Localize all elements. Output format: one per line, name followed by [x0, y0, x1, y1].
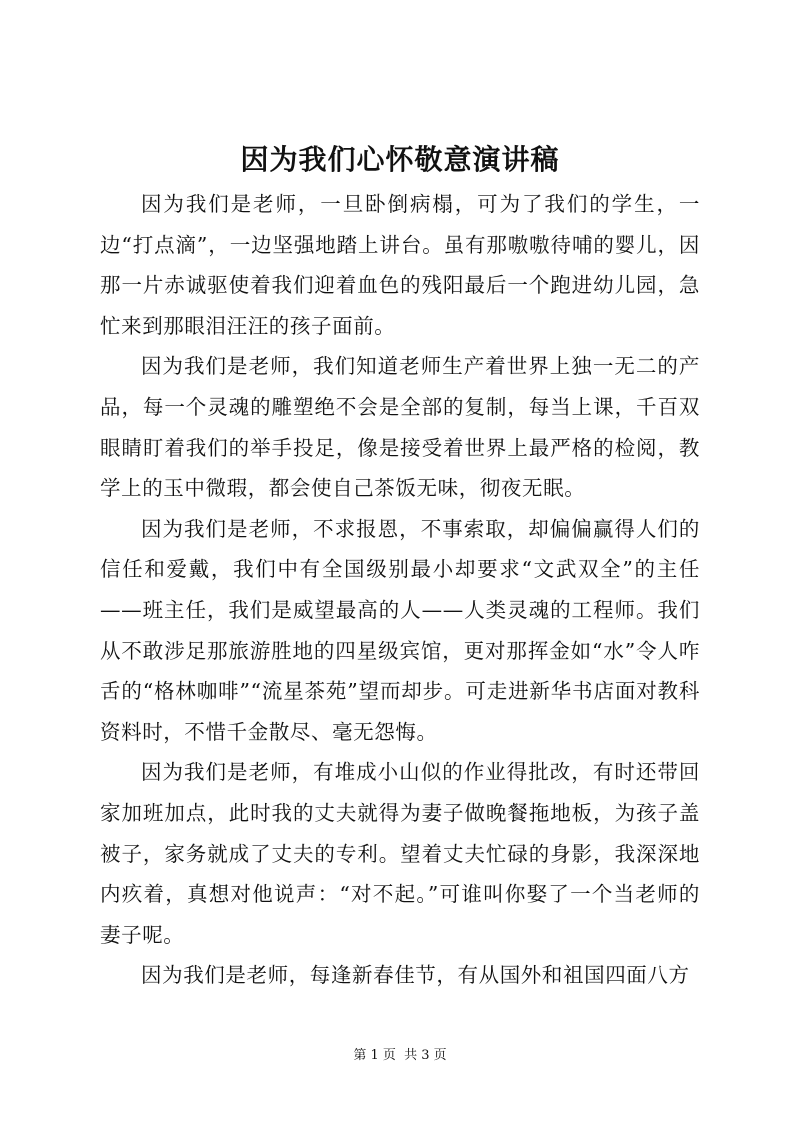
paragraph-2: 因为我们是老师，我们知道老师生产着世界上独一无二的产品，每一个灵魂的雕塑绝不会是全部的复制，每当上课，千百双眼睛盯着我们的举手投足，像是接受着世界上最严格的检阅，教学上的玉中微瑕，都会使自己茶饭无味，彻夜无眠。 [100, 354, 700, 501]
paragraph-3: 因为我们是老师，不求报恩，不事索取，却偏偏赢得人们的信任和爱戴，我们中有全国级别最小却要求“文武双全”的主任——班主任，我们是威望最高的人——人类灵魂的工程师。我们从不敢涉足那旅游胜地的四星级宾馆，更对那挥金如“水”令人咋舌的“格林咖啡”“流星茶苑”望而却步。可走进新华书店面对教科资料时，不惜千金散尽、毫无怨悔。 [100, 516, 700, 744]
page-number-label: 第 1 页 共 3 页 [353, 1048, 447, 1063]
paragraph-5: 因为我们是老师，每逢新春佳节，有从国外和祖国四面八方 [141, 963, 690, 988]
paragraph-1: 因为我们是老师，一旦卧倒病榻，可为了我们的学生，一边“打点滴”，一边坚强地踏上讲台。虽有那嗷嗷待哺的婴儿，因那一片赤诚驱使着我们迎着血色的残阳最后一个跑进幼儿园，急忙来到那眼泪汪汪的孩子面前。 [100, 192, 700, 338]
page-footer [0, 1046, 800, 1066]
document-title: 因为我们心怀敬意演讲稿 [240, 143, 560, 176]
paragraph-4: 因为我们是老师，有堆成小山似的作业得批改，有时还带回家加班加点，此时我的丈夫就得为妻子做晚餐拖地板，为孩子盖被子，家务就成了丈夫的专利。望着丈夫忙碌的身影，我深深地内疚着，真想对他说声：“对不起。”可谁叫你娶了一个当老师的妻子呢。 [100, 760, 700, 947]
document-body [100, 184, 700, 1004]
